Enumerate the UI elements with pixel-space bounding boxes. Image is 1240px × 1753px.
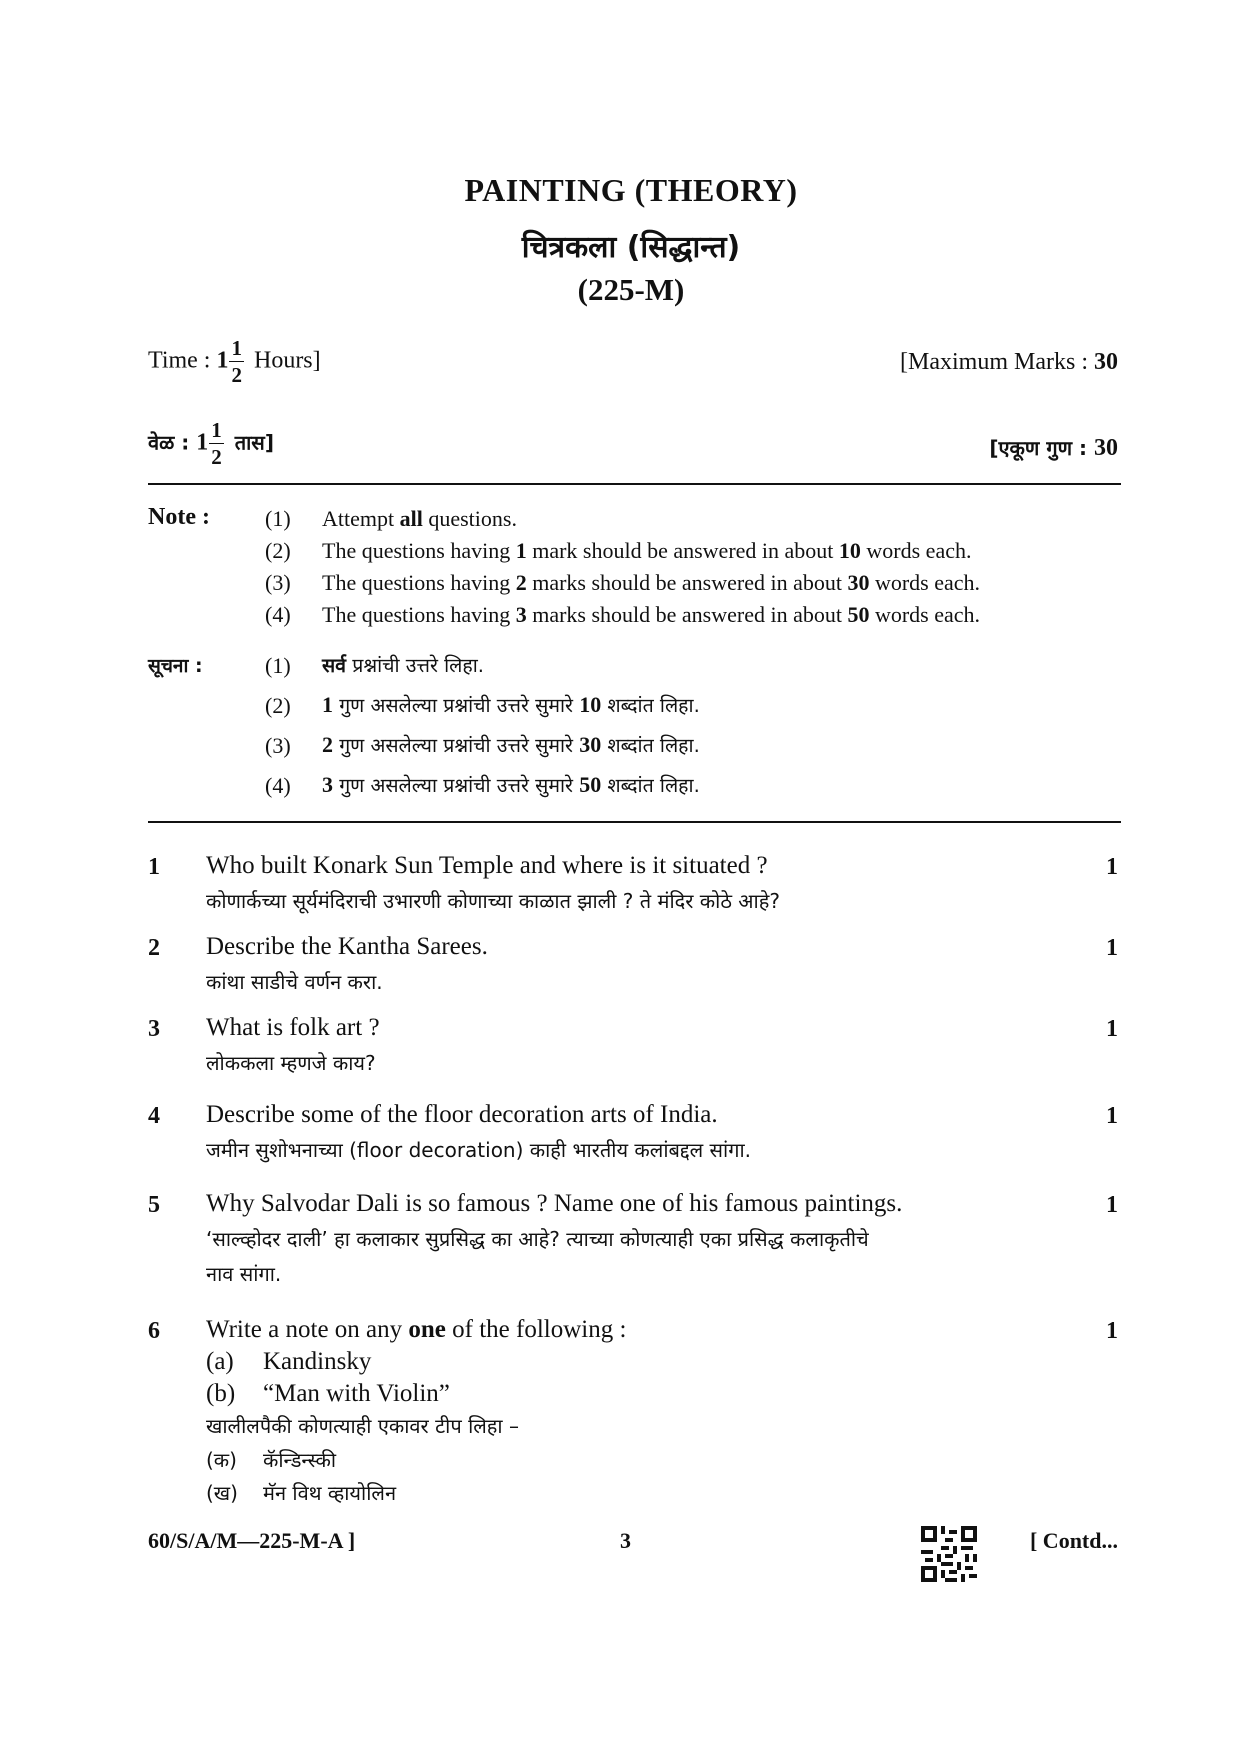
paper-code: (225-M) [577,272,685,307]
question-text-marathi: खालीलपैकी कोणत्याही एकावर टीप लिहा – [206,1414,519,1438]
note-item-text [322,570,980,596]
max-marks-marathi: [एकूण गुण : 30 [989,435,1118,461]
question-text-marathi-cont: नाव सांगा. [206,1262,282,1286]
note-item-segment: mark should be answered in about [526,538,839,563]
suchana-item-text [322,691,700,718]
question-marks: 1 [1106,935,1118,961]
note-item-segment: The questions having [322,602,516,627]
note-item-segment: all [399,506,423,531]
question-text-marathi: लोककला म्हणजे काय? [206,1051,376,1075]
option-label-marathi: (क) [206,1448,237,1472]
suchana-item-number: (3) [265,733,291,758]
divider-top [148,483,1121,485]
note-item-segment: 30 [847,570,870,595]
note-item-number: (3) [265,570,291,595]
note-item-segment: questions. [422,506,517,531]
note-item-number: (2) [265,538,291,563]
question-marks: 1 [1106,1192,1118,1218]
option-text-marathi: मॅन विथ व्हायोलिन [263,1481,397,1505]
suchana-item-segment: 10 [579,692,602,717]
note-item-segment: The questions having [322,538,516,563]
note-item-segment: marks should be answered in about [526,602,848,627]
suchana-item-segment: गुण असलेल्या प्रश्नांची उत्तरे सुमारे [333,774,580,797]
suchana-item-segment: प्रश्नांची उत्तरे लिहा. [346,654,485,677]
suchana-item-text [322,731,700,758]
time-fraction-marathi: $\frac{1}{2}$ [211,418,222,469]
option-label: (b) [206,1380,236,1407]
option-label: (a) [206,1348,234,1375]
note-item-segment: 2 [515,570,527,595]
question-number: 5 [148,1192,160,1218]
time-fraction: $\frac{1}{2}$ [231,336,242,387]
option-text-marathi: कॅन्डिन्स्की [263,1448,336,1472]
note-item-text [322,538,971,564]
question-number: 1 [148,854,160,880]
suchana-item-text [322,771,700,798]
suchana-item-text [322,651,484,678]
question-text: What is folk art ? [206,1014,380,1041]
option-text: “Man with Violin” [263,1380,450,1407]
suchana-item-segment: 30 [579,732,602,757]
note-item-text [322,506,517,532]
note-item-number: (4) [265,602,291,627]
question-text: Why Salvodar Dali is so famous ? Name one of his famous paintings. [206,1190,903,1217]
paper-title-marathi: चित्रकला (सिद्धान्त) [521,230,741,265]
question-marks: 1 [1106,1103,1118,1129]
suchana-item-segment: गुण असलेल्या प्रश्नांची उत्तरे सुमारे [333,734,580,757]
suchana-item-segment: सर्व [322,654,347,677]
option-text: Kandinsky [263,1348,372,1375]
question-number: 6 [148,1318,160,1344]
note-item-number: (1) [265,506,291,531]
question-number: 3 [148,1016,160,1042]
note-item-segment: The questions having [322,570,516,595]
suchana-item-segment: गुण असलेल्या प्रश्नांची उत्तरे सुमारे [333,694,580,717]
suchana-item-number: (1) [265,653,291,678]
question-marks: 1 [1106,1318,1118,1344]
note-item-segment: words each. [860,538,972,563]
suchana-item-number: (2) [265,693,291,718]
question-text: Describe the Kantha Sarees. [206,933,488,960]
suchana-label: सूचना : [148,655,203,677]
contd-label: [ Contd... [1029,1528,1118,1553]
suchana-item-segment: 50 [579,772,602,797]
suchana-item-segment: 2 [322,732,333,757]
note-item-segment: 1 [515,538,527,563]
page-number: 3 [620,1528,631,1553]
question-text-marathi: ‘साल्व्होदर दाली’ हा कलाकार सुप्रसिद्ध का आहे? त्याच्या कोणत्याही एका प्रसिद्ध कलाकृतीचे [206,1227,869,1251]
suchana-item-segment: 3 [322,772,333,797]
note-item-segment: words each. [869,602,981,627]
note-item-segment: Attempt [322,506,400,531]
divider-bottom [148,821,1121,823]
note-label: Note : [148,504,210,530]
note-item-segment: words each. [869,570,981,595]
suchana-item-segment: 1 [322,692,333,717]
qr-code-icon [921,1526,977,1582]
time-info-marathi: वेळ : 1 $\frac{1}{2}$ तास] [148,418,274,469]
question-text: Who built Konark Sun Temple and where is it situated ? [206,852,768,879]
suchana-item-segment: शब्दांत लिहा. [601,734,700,757]
footer-code: 60/S/A/M—225-M-A ] [148,1528,356,1553]
suchana-item-segment: शब्दांत लिहा. [601,694,700,717]
note-item-segment: 10 [838,538,861,563]
note-item-segment: marks should be answered in about [526,570,848,595]
question-text-marathi: कोणार्कच्या सूर्यमंदिराची उभारणी कोणाच्या काळात झाली ? ते मंदिर कोठे आहे? [206,889,780,913]
question-text: Describe some of the floor decoration arts of India. [206,1101,718,1128]
question-text-marathi: जमीन सुशोभनाच्या (floor decoration) काही भारतीय कलांबद्दल सांगा. [206,1138,752,1162]
time-info: Time : 1 $\frac{1}{2}$ Hours] [148,336,321,387]
question-marks: 1 [1106,854,1118,880]
question-text: Write a note on any one of the following : [206,1316,627,1343]
suchana-item-segment: शब्दांत लिहा. [601,774,700,797]
question-number: 2 [148,935,160,961]
question-marks: 1 [1106,1016,1118,1042]
question-number: 4 [148,1103,160,1129]
option-label-marathi: (ख) [206,1481,238,1505]
note-item-segment: 50 [847,602,870,627]
note-item-segment: 3 [515,602,527,627]
question-text-marathi: कांथा साडीचे वर्णन करा. [206,970,383,994]
suchana-item-number: (4) [265,773,291,798]
max-marks: [Maximum Marks : 30 [900,349,1118,375]
paper-title: PAINTING (THEORY) [464,172,798,208]
note-item-text [322,602,980,628]
